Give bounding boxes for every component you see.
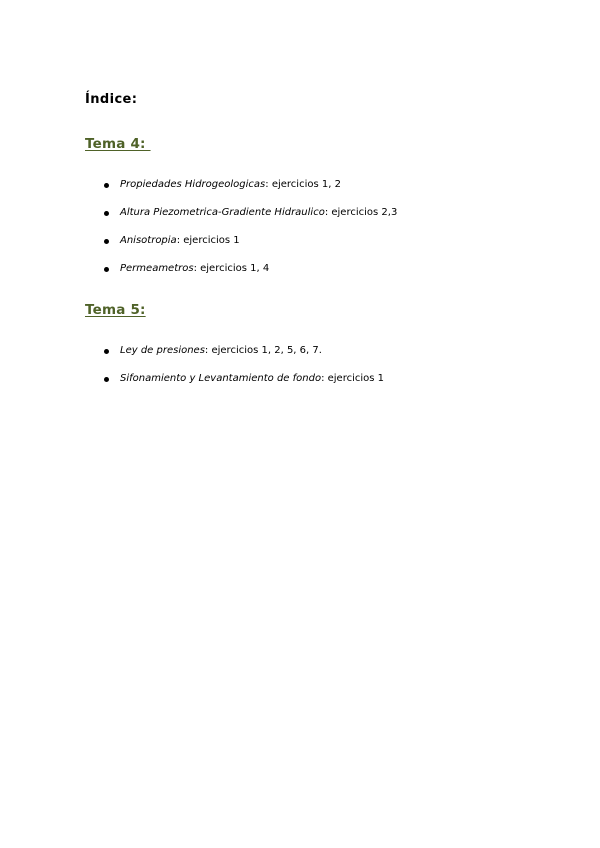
list-item <box>104 262 397 290</box>
bullet-icon <box>104 267 109 272</box>
list-item-exercises: : ejercicios 1 <box>321 373 385 384</box>
list-item-exercises: : ejercicios 1, 2, 5, 6, 7. <box>204 345 322 356</box>
bullet-icon <box>104 183 109 188</box>
list-item-topic: Ley de presiones <box>120 345 205 356</box>
list-item-exercises: : ejercicios 1 <box>176 235 240 246</box>
list-item <box>104 206 397 234</box>
bullet-icon <box>104 377 109 382</box>
tema-5-list <box>104 344 384 400</box>
section-heading-tema-5: Tema 5: <box>85 302 146 318</box>
section-heading-tema-4: Tema 4: <box>85 136 151 152</box>
list-item <box>104 372 384 400</box>
list-item <box>104 234 397 262</box>
list-item-topic: Anisotropia <box>120 235 177 246</box>
bullet-icon <box>104 349 109 354</box>
tema-4-list <box>104 178 397 290</box>
bullet-icon <box>104 211 109 216</box>
index-title: Índice: <box>85 92 138 107</box>
list-item-exercises: : ejercicios 1, 2 <box>265 179 341 190</box>
list-item-topic: Propiedades Hidrogeologicas <box>120 179 266 190</box>
list-item-topic: Sifonamiento y Levantamiento de fondo <box>120 373 322 384</box>
list-item-topic: Permeametros <box>120 263 194 274</box>
list-item-topic: Altura Piezometrica-Gradiente Hidraulico <box>120 207 325 218</box>
list-item-exercises: : ejercicios 1, 4 <box>193 263 270 274</box>
list-item <box>104 178 397 206</box>
list-item <box>104 344 384 372</box>
list-item-exercises: : ejercicios 2,3 <box>324 207 398 218</box>
bullet-icon <box>104 239 109 244</box>
